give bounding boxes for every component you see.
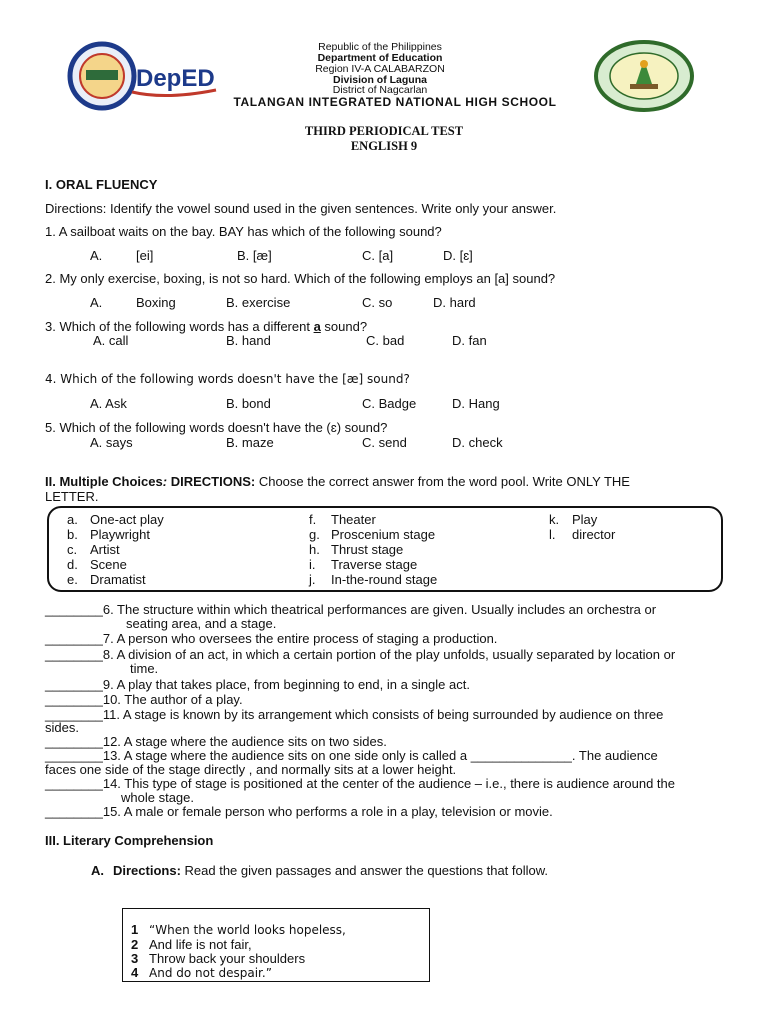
pool-word: In-the-round stage [331,572,438,587]
pool-item [67,527,150,542]
pool-word: Thrust stage [331,542,404,557]
poem-line [131,937,252,952]
item-6: ________6. The structure within which theatrical performances are given. Usually includes an orchestra or [45,602,657,617]
pool-letter: h. [309,542,320,557]
q5-option-c: C. send [362,435,407,450]
pool-letter: j. [309,572,316,587]
header-district: District of Nagcarlan [332,84,428,96]
pool-letter: e. [67,572,78,587]
pool-letter: l. [549,527,556,542]
q3-text-post: sound? [320,319,368,334]
q3-text [45,319,367,334]
part1-directions: Directions: Identify the vowel sound used in the given sentences. Write only your answer. [45,201,557,216]
pool-word: director [572,527,616,542]
q5-text: 5. Which of the following words doesn't have the (ɛ) sound? [45,420,388,435]
part3-directions-label: Directions: [113,863,181,878]
deped-logo-text: DepED [136,65,215,92]
item-13: ________13. A stage where the audience sits on one side only is called a ______________. The audience [45,748,658,763]
q1-option-c: C. [a] [362,248,394,263]
pool-letter: d. [67,557,78,572]
pool-letter: i. [309,557,316,572]
q5-option-d: D. check [452,435,503,450]
poem-line-number: 2 [131,937,139,952]
q3-text-mark: a [313,319,321,334]
q5-option-b: B. maze [226,435,274,450]
poem-line [131,951,305,966]
part2-heading-colon: : [162,474,168,489]
q1-option-a-value: [ei] [136,248,154,263]
part2-directions-cont: LETTER. [45,489,99,504]
part2-directions-text: Choose the correct answer from the word pool. Write ONLY THE [255,474,630,489]
q1-text: 1. A sailboat waits on the bay. BAY has which of the following sound? [45,224,442,239]
part2-directions-label: DIRECTIONS: [167,474,256,489]
q4-text: 4. Which of the following words doesn't have the [æ] sound? [45,372,410,386]
item-10: ________10. The author of a play. [45,692,243,707]
item-8-cont: time. [130,661,159,676]
pool-word: Theater [331,512,376,527]
poem-line [131,965,272,980]
header-division: Division of Laguna [333,74,427,86]
q2-text: 2. My only exercise, boxing, is not so hard. Which of the following employs an [a] sound? [45,271,556,286]
item-14: ________14. This type of stage is positioned at the center of the audience – i.e., there is audience around the [45,776,675,791]
q1-option-a: A. [90,248,103,263]
q4-option-c: C. Badge [362,396,417,411]
part3-a-label: A. [91,863,104,878]
header-region: Region IV-A CALABARZON [315,63,445,75]
pool-item [309,527,435,542]
school-name: TALANGAN INTEGRATED NATIONAL HIGH SCHOOL [233,95,557,109]
pool-item [67,557,127,572]
header-republic: Republic of the Philippines [318,41,442,53]
poem-line-text: “When the world looks hopeless, [149,923,346,937]
q3-option-c: C. bad [366,333,405,348]
item-11-cont: sides. [45,720,79,735]
header-department: Department of Education [317,52,443,64]
pool-item [549,527,615,542]
q3-option-d: D. fan [452,333,487,348]
q3-option-a: A. call [93,333,129,348]
item-14-cont: whole stage. [121,790,194,805]
item-12: ________12. A stage where the audience sits on two sides. [45,734,387,749]
pool-item [67,542,120,557]
test-subject: ENGLISH 9 [350,139,418,153]
pool-word: Playwright [90,527,150,542]
item-7: ________7. A person who oversees the entire process of staging a production. [45,631,498,646]
pool-letter: c. [67,542,78,557]
q1-option-d: D. [ɛ] [443,248,473,263]
q4-option-b: B. bond [226,396,271,411]
pool-item [309,512,376,527]
q4-option-a: A. Ask [90,396,127,411]
pool-letter: b. [67,527,78,542]
q2-option-c: C. so [362,295,393,310]
pool-item [549,512,597,527]
q2-option-d: D. hard [433,295,476,310]
q3-text-pre: 3. Which of the following words has a different [45,319,314,334]
part3-heading: III. Literary Comprehension [45,833,214,848]
q2-option-a: A. [90,295,103,310]
pool-word: Play [572,512,598,527]
pool-word: Scene [90,557,127,572]
q2-option-b: B. exercise [226,295,291,310]
poem-line-text: And do not despair.” [149,966,272,980]
q3-option-b: B. hand [226,333,271,348]
poem-line-text: Throw back your shoulders [149,951,306,966]
test-title: THIRD PERIODICAL TEST [304,124,464,138]
poem-line-text: And life is not fair, [149,937,252,952]
item-9: ________9. A play that takes place, from beginning to end, in a single act. [45,677,470,692]
poem-line-number: 3 [131,951,139,966]
pool-item [309,572,437,587]
q5-option-a: A. says [90,435,133,450]
q2-option-a-value: Boxing [136,295,176,310]
pool-letter: g. [309,527,320,542]
pool-word: Dramatist [90,572,146,587]
part3-directions [91,863,548,878]
part3-directions-text: Read the given passages and answer the questions that follow. [180,863,549,878]
pool-word: Proscenium stage [331,527,436,542]
pool-letter: k. [549,512,560,527]
pool-word: Traverse stage [331,557,418,572]
part2-heading-title: II. Multiple Choices [45,474,163,489]
q1-option-b: B. [æ] [237,248,272,263]
part2-heading [45,474,630,489]
pool-item [67,512,164,527]
part1-heading: I. ORAL FLUENCY [45,177,158,192]
item-13-cont: faces one side of the stage directly , and normally sits at a lower height. [45,762,457,777]
pool-item [309,557,417,572]
pool-word: Artist [90,542,120,557]
item-6-cont: seating area, and a stage. [126,616,277,631]
poem-line [131,922,346,937]
pool-word: One-act play [90,512,164,527]
poem-box [122,908,430,982]
pool-letter: a. [67,512,78,527]
item-11: ________11. A stage is known by its arrangement which consists of being surrounded by audience on three [45,707,664,722]
poem-line-number: 4 [131,965,139,980]
q4-option-d: D. Hang [452,396,500,411]
poem-line-number: 1 [131,922,139,937]
pool-item [67,572,146,587]
pool-item [309,542,403,557]
pool-letter: f. [309,512,317,527]
item-15: ________15. A male or female person who performs a role in a play, television or movie. [45,804,553,819]
item-8: ________8. A division of an act, in which a certain portion of the play unfolds, usually separated by location or [45,647,676,662]
